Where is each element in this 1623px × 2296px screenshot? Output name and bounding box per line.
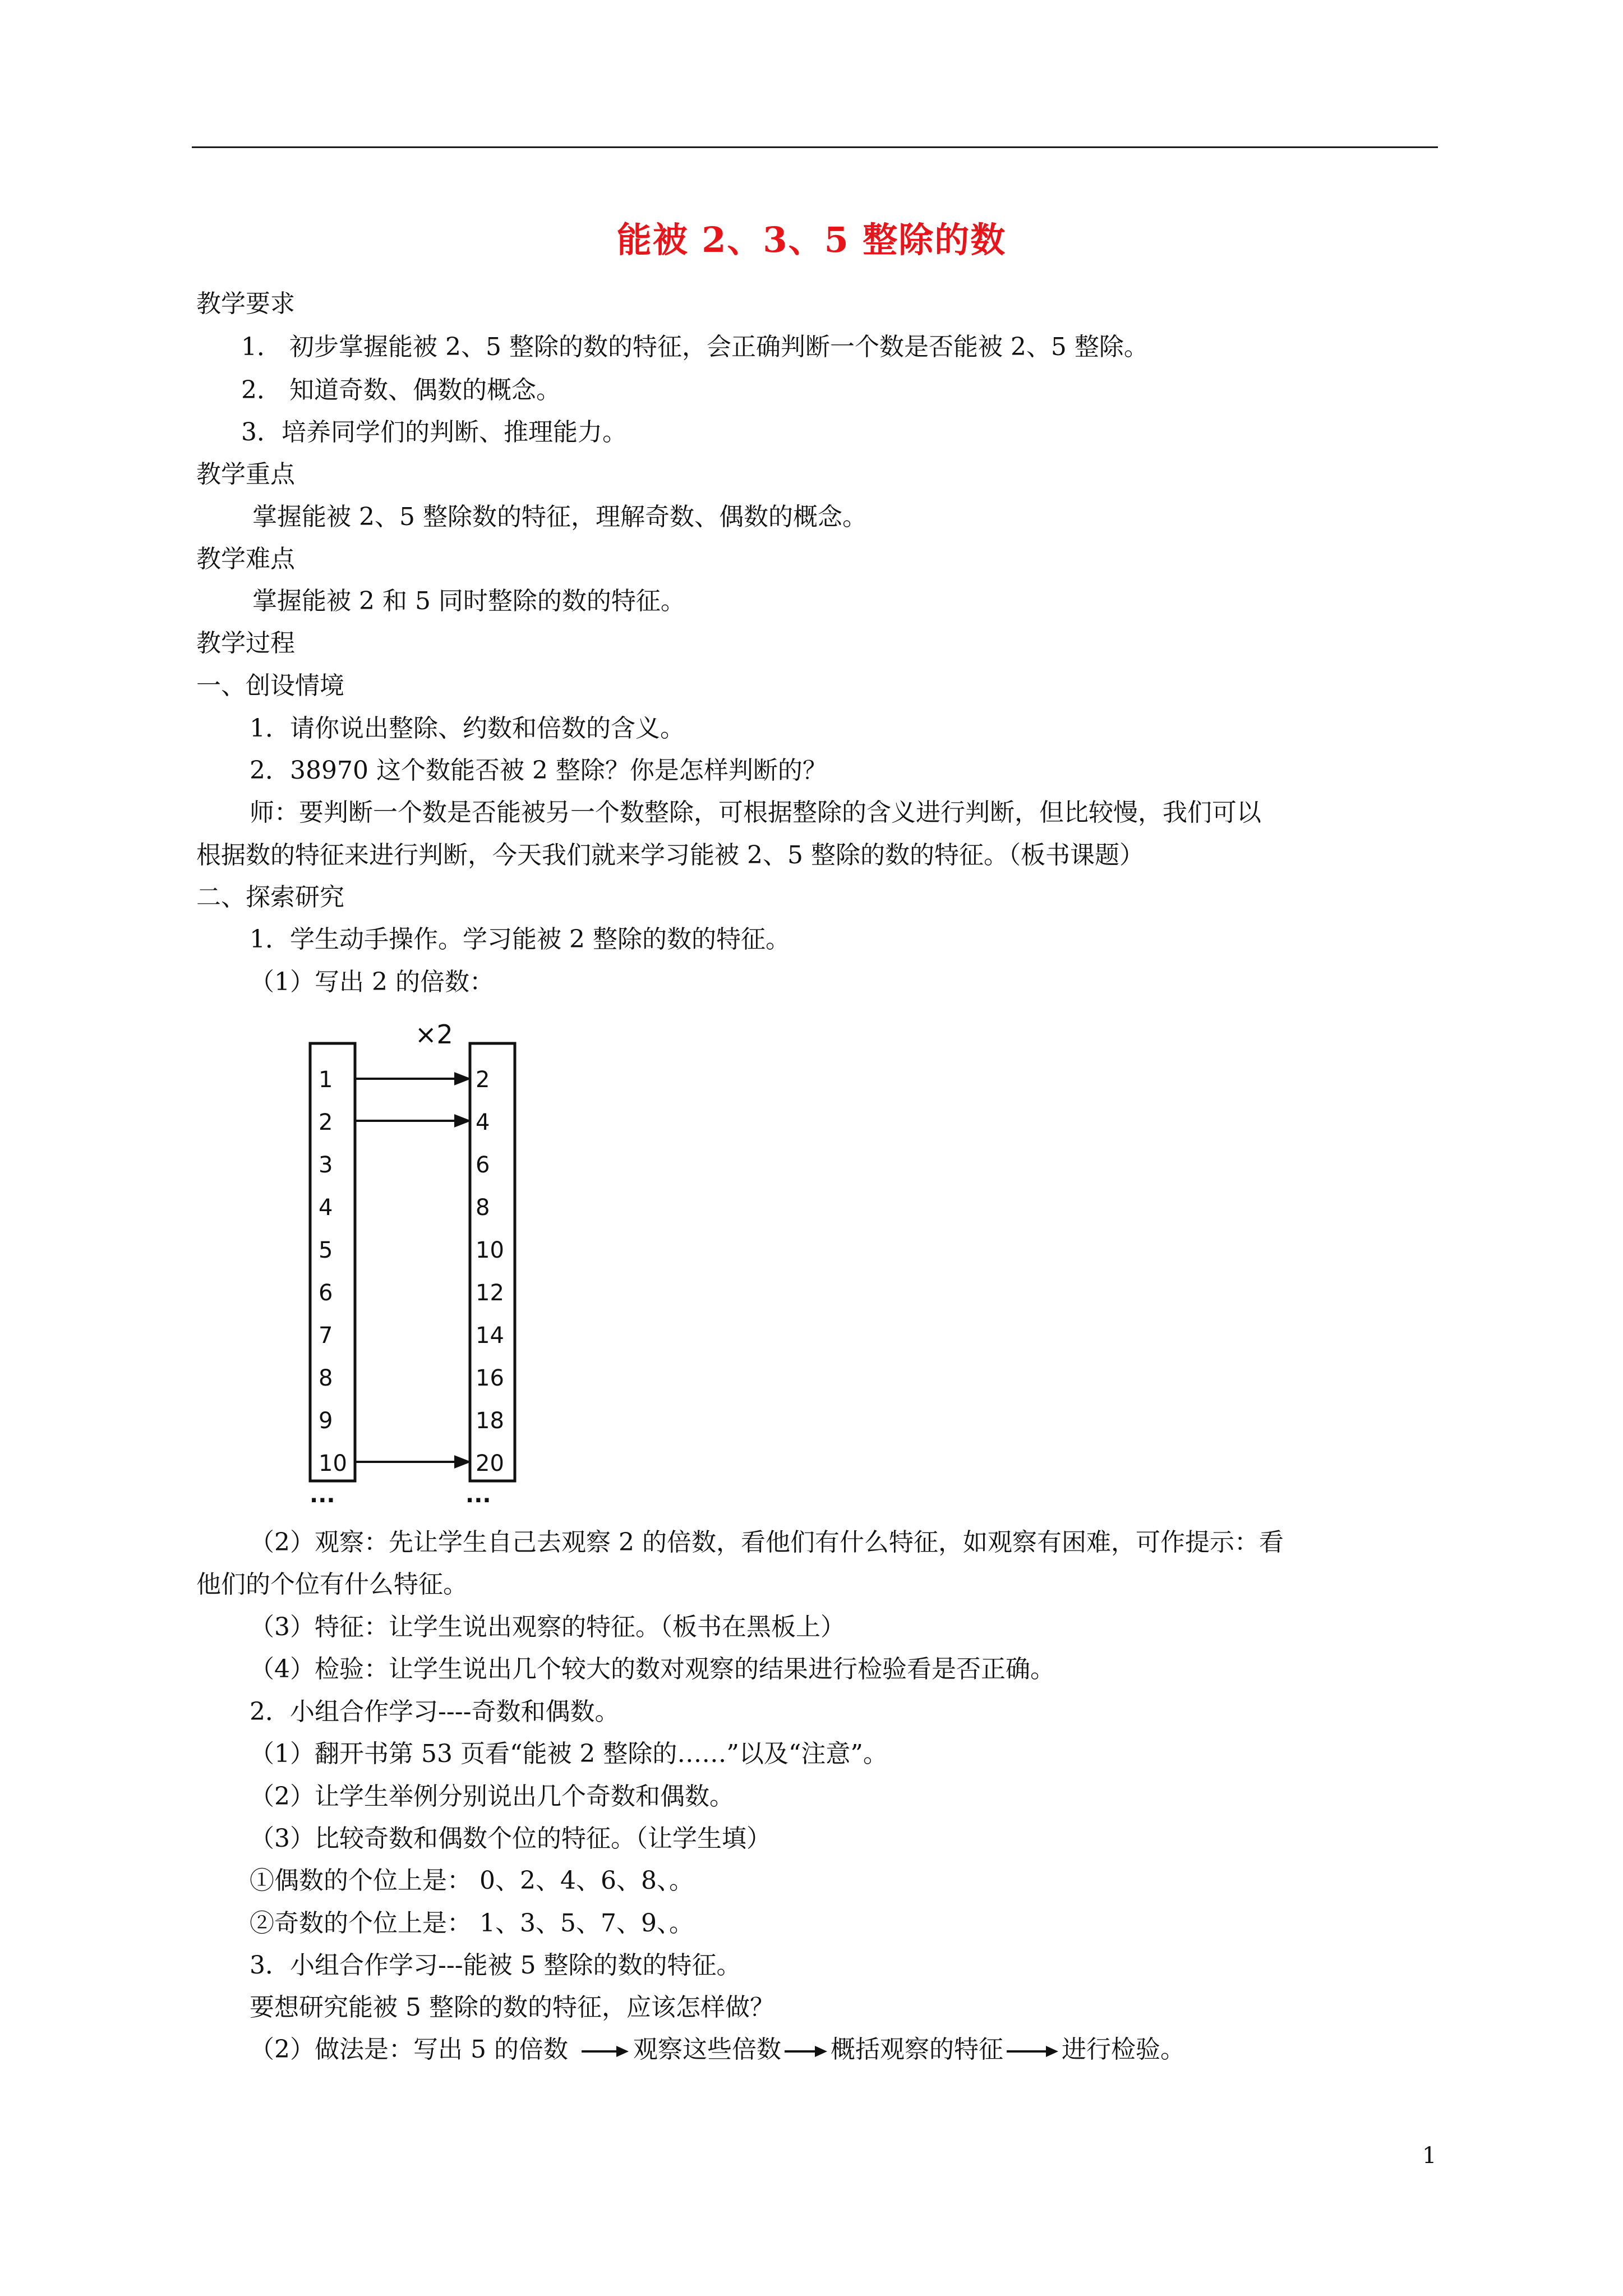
multiples-of-2-diagram (297, 1010, 533, 1537)
flow-step-2: 观察这些倍数 (633, 2035, 781, 2064)
left-number: 4 (319, 1195, 333, 1221)
text-line: 掌握能被 2、5 整除数的特征，理解奇数、偶数的概念。 (252, 503, 867, 531)
section-heading: 教学要求 (196, 289, 295, 318)
arrow-head (455, 1074, 468, 1084)
right-number: 16 (476, 1365, 504, 1391)
section-heading: 一、创设情境 (196, 671, 344, 700)
text-line: 2．小组合作学习----奇数和偶数。 (250, 1697, 620, 1726)
text-line: 3．小组合作学习---能被 5 整除的数的特征。 (250, 1951, 741, 1980)
right-number: 12 (476, 1280, 504, 1306)
text-line: （4）检验：让学生说出几个较大的数对观察的结果进行检验看是否正确。 (250, 1655, 1055, 1683)
right-number: 2 (476, 1067, 490, 1093)
text-line: （3）特征：让学生说出观察的特征。（板书在黑板上） (250, 1613, 845, 1641)
left-number: 2 (319, 1110, 333, 1135)
text-line: 掌握能被 2 和 5 同时整除的数的特征。 (252, 587, 685, 615)
flow-step-4: 进行检验。 (1061, 2035, 1185, 2064)
left-number: 3 (319, 1152, 333, 1178)
flow-prefix: （2）做法是：写出 5 的倍数 (250, 2035, 568, 2064)
text-line: 1． 初步掌握能被 2、5 整除的数的特征，会正确判断一个数是否能被 2、5 整除。 (241, 333, 1149, 361)
section-heading: 教学难点 (196, 545, 295, 573)
text-line: ②奇数的个位上是： 1、3、5、7、9、。 (250, 1909, 694, 1938)
left-number: 7 (319, 1323, 333, 1349)
section-heading: 教学过程 (196, 629, 295, 657)
text-line: （2）让学生举例分别说出几个奇数和偶数。 (250, 1782, 734, 1811)
arrow-head (455, 1457, 468, 1467)
right-number: 6 (476, 1152, 490, 1178)
arrow-head (455, 1116, 468, 1126)
right-number: 8 (476, 1195, 490, 1221)
flow-line (250, 2033, 1185, 2066)
right-number: 4 (476, 1110, 490, 1135)
flow-step-3: 概括观察的特征 (830, 2035, 1003, 2064)
text-line: 3．培养同学们的判断、推理能力。 (241, 418, 627, 447)
right-number: 14 (476, 1323, 504, 1349)
text-line: 师：要判断一个数是否能被另一个数整除，可根据整除的含义进行判断，但比较慢，我们可以 (250, 798, 1261, 827)
text-line: 1．学生动手操作。学习能被 2 整除的数的特征。 (250, 925, 790, 954)
text-line: 2． 知道奇数、偶数的概念。 (241, 376, 561, 404)
flow-arrow-icon (1006, 2040, 1059, 2063)
right-number: 10 (476, 1237, 504, 1263)
text-line: ①偶数的个位上是： 0、2、4、6、8、。 (250, 1866, 694, 1895)
right-number: 18 (476, 1408, 504, 1434)
text-line: （2）观察：先让学生自己去观察 2 的倍数，看他们有什么特征，如观察有困难，可作提示：看 (250, 1528, 1284, 1557)
left-number: 1 (319, 1067, 333, 1093)
left-ellipsis: ··· (310, 1488, 335, 1513)
left-number: 10 (319, 1451, 347, 1476)
page-number: 1 (1422, 2143, 1437, 2169)
text-line: 他们的个位有什么特征。 (196, 1570, 468, 1599)
left-number: 6 (319, 1280, 333, 1306)
flow-arrow-icon (783, 2040, 828, 2063)
right-number: 20 (476, 1451, 504, 1476)
right-ellipsis: ··· (465, 1488, 491, 1513)
section-heading: 教学重点 (196, 460, 295, 489)
flow-arrow-icon (580, 2040, 630, 2063)
text-line: 2．38970 这个数能否被 2 整除？你是怎样判断的？ (250, 756, 827, 785)
text-line: 1．请你说出整除、约数和倍数的含义。 (250, 714, 685, 743)
text-line: （1）翻开书第 53 页看“能被 2 整除的……”以及“注意”。 (250, 1740, 888, 1768)
page-title: 能被 2、3、5 整除的数 (616, 219, 1007, 260)
text-line: （3）比较奇数和偶数个位的特征。（让学生填） (250, 1824, 771, 1853)
text-line: 根据数的特征来进行判断，今天我们就来学习能被 2、5 整除的数的特征。（板书课题） (196, 841, 1144, 869)
text-line: （1）写出 2 的倍数： (250, 968, 494, 996)
left-number: 9 (319, 1408, 333, 1434)
left-number: 8 (319, 1365, 333, 1391)
left-number: 5 (319, 1237, 333, 1263)
text-line: 要想研究能被 5 整除的数的特征，应该怎样做？ (250, 1993, 774, 2022)
operator-label: ×2 (415, 1019, 453, 1050)
header-rule (192, 146, 1438, 148)
section-heading: 二、探索研究 (196, 883, 344, 912)
